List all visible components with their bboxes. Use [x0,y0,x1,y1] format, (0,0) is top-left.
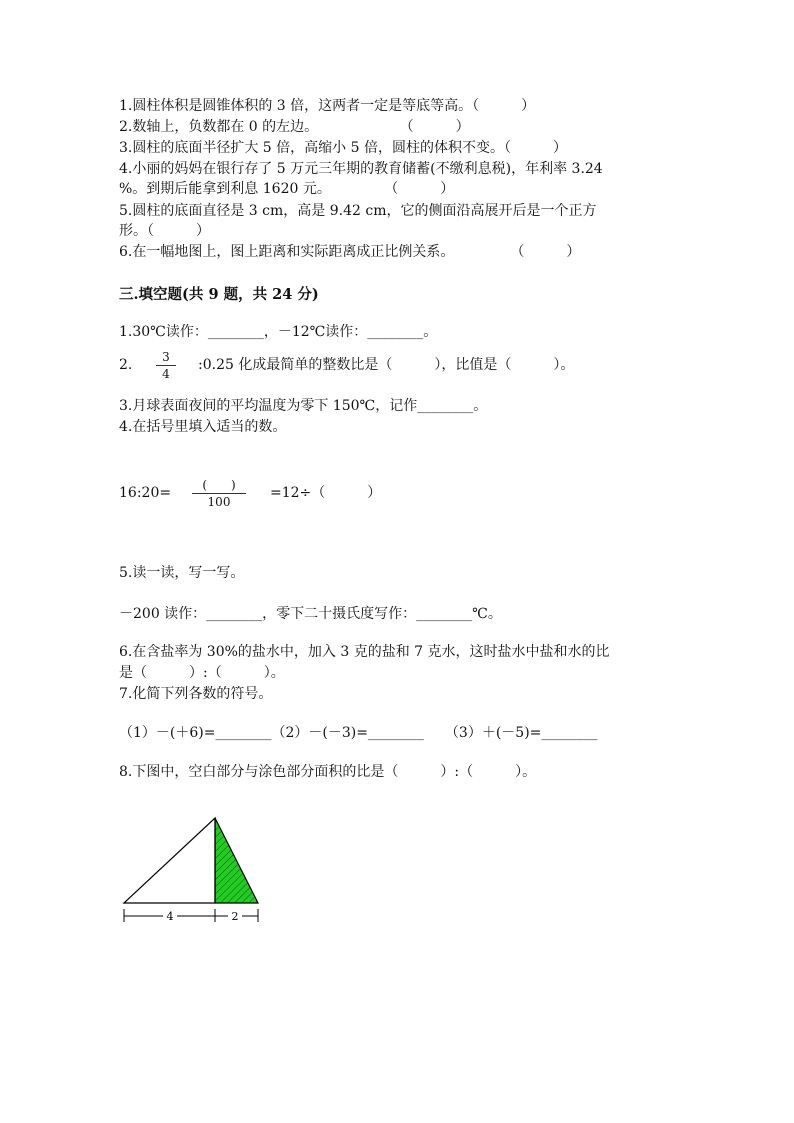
fraction-denominator: 100 [207,495,231,509]
fill-q4: 4.在括号里填入适当的数。 [119,419,287,435]
dimension-label-left: 4 [166,910,174,923]
blank-triangle [124,818,215,903]
fill-q6-line1: 6.在含盐率为 30%的盐水中，加入 3 克的盐和 7 克水，这时盐水中盐和水的比 [119,644,610,660]
judgment-q6: 6.在一幅地图上，图上距离和实际距离成正比例关系。 （ ） [119,244,581,260]
judgment-q3: 3.圆柱的底面半径扩大 5 倍，高缩小 5 倍，圆柱的体积不变。（ ） [119,140,567,156]
judgment-q5-line2: 形。（ ） [119,223,210,239]
fill-q4-fraction [192,478,246,509]
fill-q5: 5.读一读，写一写。 [119,565,245,581]
fill-q4-right: =12÷（ ） [270,485,382,501]
dimension-label-right: 2 [231,910,239,923]
fraction-bar [156,365,176,366]
fill-q7: 7.化简下列各数的符号。 [119,686,273,702]
fill-q6-line2: 是（ ）:（ ）。 [119,665,285,681]
judgment-q4-line1: 4.小丽的妈妈在银行存了 5 万元三年期的教育储蓄(不缴利息税)，年利率 3.24 [119,161,603,177]
fill-q2-text: :0.25 化成最简单的整数比是（ ），比值是（ ）。 [198,357,575,373]
fraction-denominator: 4 [162,367,170,381]
fill-q4-left: 16:20= [119,485,172,501]
fill-q2-fraction [156,350,176,381]
fraction-numerator: 3 [162,350,170,364]
shaded-triangle [215,818,258,903]
section-title: 三.填空题(共 9 题，共 24 分) [119,286,319,303]
fill-q2-prefix: 2. [119,357,133,373]
fraction-numerator: ( ) [202,478,236,492]
judgment-q1: 1.圆柱体积是圆锥体积的 3 倍，这两者一定是等底等高。（ ） [119,98,536,114]
fill-q7-items: （1）－(＋6)=________（2）－(－3)=________ （3）＋(－5)=________ [119,725,598,741]
fill-q1: 1.30℃读作：________，－12℃读作：________。 [119,324,438,340]
judgment-q5-line1: 5.圆柱的底面直径是 3 cm，高是 9.42 cm，它的侧面沿高展开后是一个正方 [119,203,597,219]
fraction-bar [192,493,246,494]
fill-q8: 8.下图中，空白部分与涂色部分面积的比是（ ）:（ ）。 [119,764,537,780]
judgment-q2: 2.数轴上，负数都在 0 的左边。 （ ） [119,119,470,135]
fill-q5-line: －200 读作：________，零下二十摄氏度写作：________℃。 [119,606,502,622]
judgment-q4-line2: %。到期后能拿到利息 1620 元。 （ ） [119,181,455,197]
fill-q3: 3.月球表面夜间的平均温度为零下 150℃，记作________。 [119,398,488,414]
triangle-figure [115,810,275,930]
